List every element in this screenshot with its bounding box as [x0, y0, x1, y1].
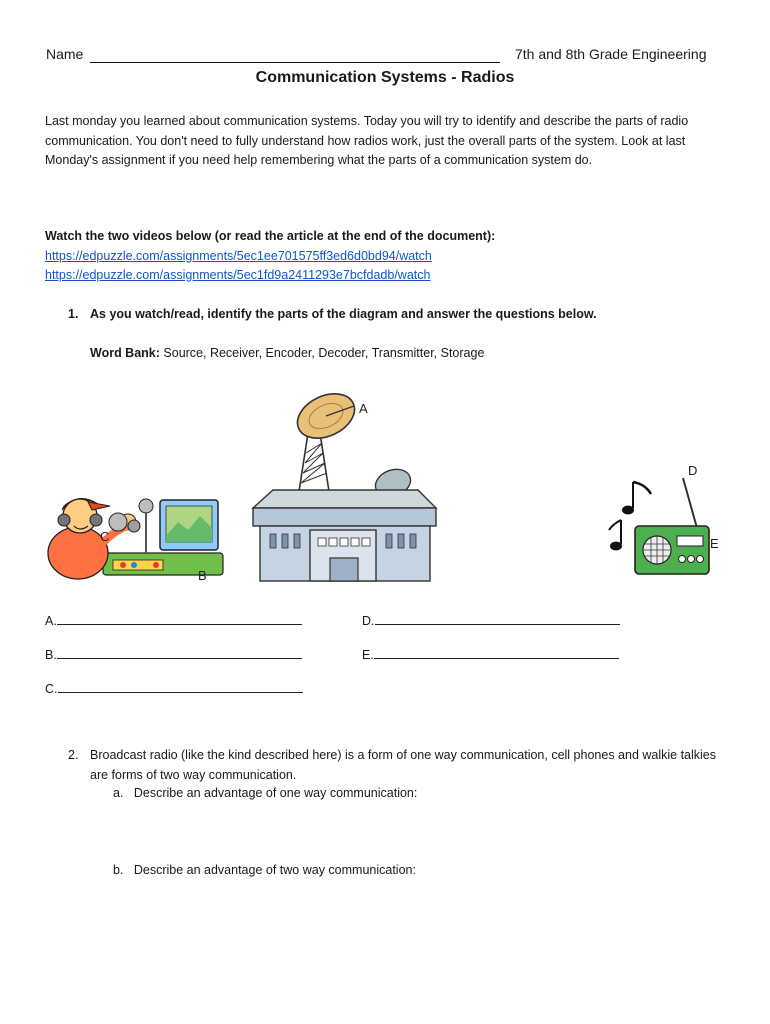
answer-a: [45, 612, 302, 628]
transmitter-station-illustration: [248, 388, 438, 588]
question-1-number: 1.: [68, 307, 79, 321]
answer-d-label: D.: [362, 614, 375, 628]
answer-c: [45, 680, 303, 696]
diagram-label-e: E: [710, 536, 719, 551]
word-bank-list: Source, Receiver, Encoder, Decoder, Transmitter, Storage: [163, 346, 485, 360]
name-field-line[interactable]: [90, 62, 500, 63]
name-label: Name: [46, 46, 84, 62]
question-1: [68, 307, 597, 321]
answer-b-label: B.: [45, 648, 57, 662]
question-2a-label: a.: [113, 786, 124, 800]
answer-d-blank[interactable]: [375, 612, 620, 625]
page-title: Communication Systems - Radios: [255, 69, 515, 86]
intro-paragraph: Last monday you learned about communication systems. Today you will try to identify and describe the parts of radio communication. You don't need to fully understand how radios work, just the overall parts of the system. Look at last Monday's assignment if you need help remembering what the parts of a communication system do.: [45, 114, 689, 167]
question-2b-text: Describe an advantage of two way communication:: [133, 863, 416, 877]
question-2-text: Broadcast radio (like the kind described here) is a form of one way communication, cell phones and walkie talkies are forms of two way communication.: [90, 748, 717, 782]
answer-e-label: E.: [362, 648, 374, 662]
video-link-2[interactable]: https://edpuzzle.com/assignments/5ec1fd9a2411293e7bcfdadb/watch: [45, 268, 431, 282]
question-1-text: As you watch/read, identify the parts of the diagram and answer the questions below.: [90, 307, 597, 321]
diagram-label-c: C: [100, 529, 110, 544]
class-label: 7th and 8th Grade Engineering: [515, 46, 707, 62]
word-bank-label: Word Bank:: [90, 346, 160, 360]
question-2: [68, 746, 718, 785]
answer-c-blank[interactable]: [58, 680, 303, 693]
answer-e: [362, 646, 619, 662]
diagram-label-b: B: [198, 568, 207, 583]
question-2b-label: b.: [113, 863, 124, 877]
answer-a-label: A.: [45, 614, 57, 628]
diagram-label-a: A: [359, 401, 368, 416]
answer-b: [45, 646, 302, 662]
diagram-label-d: D: [688, 463, 698, 478]
question-2b: [113, 863, 416, 877]
question-2a: [113, 786, 417, 800]
videos-heading: Watch the two videos below (or read the article at the end of the document):: [45, 229, 496, 243]
video-link-1[interactable]: https://edpuzzle.com/assignments/5ec1ee701575ff3ed6d0bd94/watch: [45, 249, 432, 263]
answer-c-label: C.: [45, 682, 58, 696]
question-2-number: 2.: [68, 748, 79, 762]
answer-d: [362, 612, 620, 628]
word-bank: [90, 346, 484, 360]
answer-e-blank[interactable]: [374, 646, 619, 659]
radio-receiver-illustration: [605, 470, 717, 580]
answer-a-blank[interactable]: [57, 612, 302, 625]
answer-b-blank[interactable]: [57, 646, 302, 659]
radio-operator-illustration: [48, 478, 223, 583]
question-2a-text: Describe an advantage of one way communication:: [133, 786, 418, 800]
